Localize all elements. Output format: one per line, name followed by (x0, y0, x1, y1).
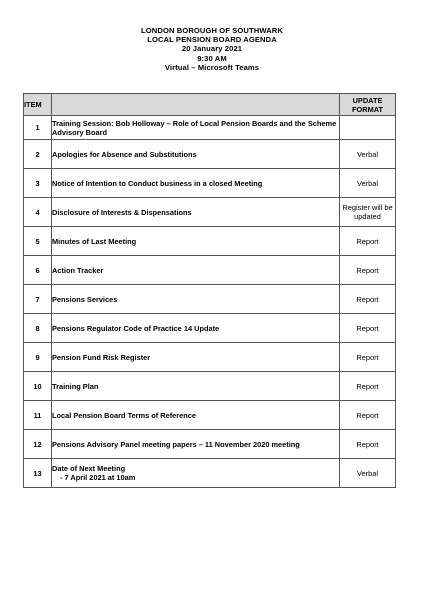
item-title: Training Session: Bob Holloway – Role of Local Pension Boards and the Scheme Advisory Board (52, 116, 340, 140)
item-format: Report (340, 314, 396, 343)
item-number: 7 (24, 285, 52, 314)
item-title: Pensions Services (52, 285, 340, 314)
item-format: Report (340, 256, 396, 285)
item-title: Pensions Advisory Panel meeting papers – 11 November 2020 meeting (52, 430, 340, 459)
item-title: Notice of Intention to Conduct business in a closed Meeting (52, 169, 340, 198)
format-column-header: UPDATE FORMAT (340, 94, 396, 116)
table-row (24, 314, 396, 343)
item-title (52, 459, 340, 488)
item-number: 12 (24, 430, 52, 459)
item-title: Training Plan (52, 372, 340, 401)
council-name: LONDON BOROUGH OF SOUTHWARK (141, 26, 283, 35)
table-row (24, 198, 396, 227)
item-format (340, 116, 396, 140)
item-format: Report (340, 430, 396, 459)
item-title: Pensions Regulator Code of Practice 14 Update (52, 314, 340, 343)
item-number: 6 (24, 256, 52, 285)
table-row (24, 430, 396, 459)
item-number: 1 (24, 116, 52, 140)
item-title: Pension Fund Risk Register (52, 343, 340, 372)
item-number: 2 (24, 140, 52, 169)
item-number: 5 (24, 227, 52, 256)
table-row (24, 285, 396, 314)
item-title: Action Tracker (52, 256, 340, 285)
board-agenda-title: LOCAL PENSION BOARD AGENDA (147, 35, 277, 45)
item-format: Verbal (340, 140, 396, 169)
item-format: Report (340, 401, 396, 430)
meeting-time: 9:30 AM (197, 53, 227, 63)
table-row (24, 372, 396, 401)
meeting-date: 20 January 2021 (181, 44, 243, 54)
item-number: 4 (24, 198, 52, 227)
table-row (24, 116, 396, 140)
item-format: Report (340, 227, 396, 256)
item-format: Register will be updated (340, 198, 396, 227)
table-header-row (24, 94, 396, 116)
item-column-header: ITEM (24, 94, 52, 116)
item-number: 10 (24, 372, 52, 401)
item-title-text: Date of Next Meeting (52, 464, 126, 473)
table-row (24, 227, 396, 256)
item-format: Verbal (340, 459, 396, 488)
table-row (24, 169, 396, 198)
item-format: Verbal (340, 169, 396, 198)
title-column-header (52, 94, 340, 116)
item-title: Minutes of Last Meeting (52, 227, 340, 256)
table-row (24, 140, 396, 169)
item-number: 8 (24, 314, 52, 343)
meeting-venue: Virtual – Microsoft Teams (164, 62, 260, 72)
item-title: Disclosure of Interests & Dispensations (52, 198, 340, 227)
item-format: Report (340, 372, 396, 401)
item-number: 13 (24, 459, 52, 488)
agenda-header (0, 26, 424, 72)
item-title: Apologies for Absence and Substitutions (52, 140, 340, 169)
next-meeting-date: - 7 April 2021 at 10am (60, 473, 136, 482)
item-format: Report (340, 285, 396, 314)
table-row (24, 401, 396, 430)
item-title: Local Pension Board Terms of Reference (52, 401, 340, 430)
table-row (24, 459, 396, 488)
table-row (24, 343, 396, 372)
agenda-table (23, 93, 396, 488)
table-row (24, 256, 396, 285)
item-number: 3 (24, 169, 52, 198)
item-format: Report (340, 343, 396, 372)
item-number: 9 (24, 343, 52, 372)
item-number: 11 (24, 401, 52, 430)
